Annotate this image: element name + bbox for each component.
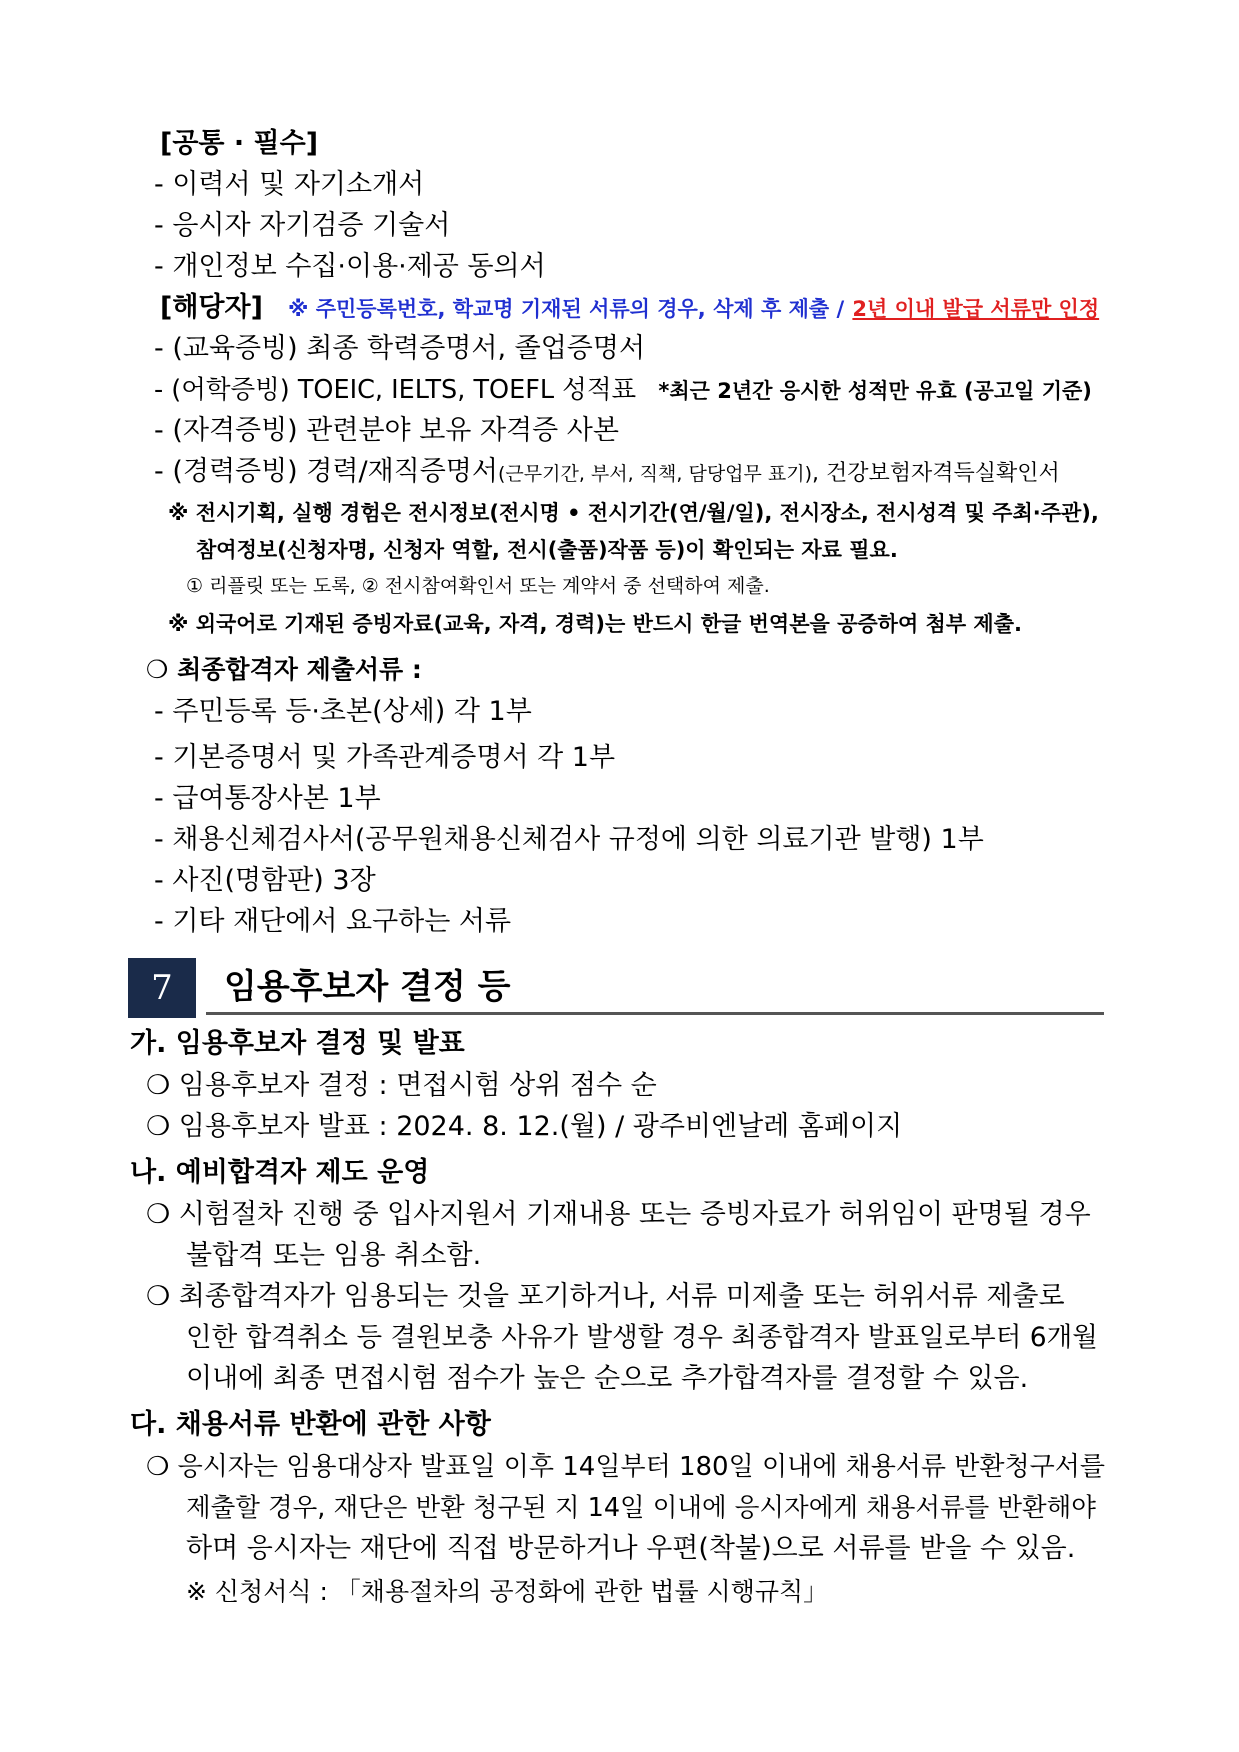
paragraph-line: ❍ 시험절차 진행 중 입사지원서 기재내용 또는 증빙자료가 허위임이 판명될 경우 [146,1199,1091,1230]
exhibit-note: 참여정보(신청자명, 신청자 역할, 전시(출품)작품 등)이 확인되는 자료 필요. [196,538,898,562]
paragraph-line: 불합격 또는 임용 취소함. [186,1240,482,1271]
list-item: - 기본증명서 및 가족관계증명서 각 1부 [154,742,616,773]
list-item [154,372,1092,409]
career-small: (근무기간, 부서, 직책, 담당업무 표기) [497,463,813,485]
list-item: - 기타 재단에서 요구하는 서류 [154,906,512,937]
list-item: - 급여통장사본 1부 [154,783,381,814]
section-divider [206,1012,1104,1015]
paragraph-line: 하며 응시자는 재단에 직접 방문하거나 우편(착불)으로 서류를 받을 수 있음. [186,1533,1076,1564]
list-item: - 주민등록 등·초본(상세) 각 1부 [154,696,532,727]
required-heading: [공통 · 필수] [160,128,319,159]
list-item: - (자격증빙) 관련분야 보유 자격증 사본 [154,415,619,446]
final-heading: ❍ 최종합격자 제출서류 : [146,655,422,684]
section-number-badge: 7 [128,958,196,1018]
subsection-heading-b: 나. 예비합격자 제도 운영 [130,1157,430,1188]
lang-proof-text: - (어학증빙) TOEIC, IELTS, TOEFL 성적표 [154,375,637,405]
note-blue: ※ 주민등록번호, 학교명 기재된 서류의 경우, 삭제 후 제출 / [288,297,845,321]
list-item: - 이력서 및 자기소개서 [154,169,425,200]
paragraph-line: ❍ 응시자는 임용대상자 발표일 이후 14일부터 180일 이내에 채용서류 반환청구서를 [146,1452,1105,1482]
list-item [154,454,1060,492]
exhibit-note: ① 리플릿 또는 도록, ② 전시참여확인서 또는 계약서 중 선택하여 제출. [186,575,770,597]
list-item: - 채용신체검사서(공무원채용신체검사 규정에 의한 의료기관 발행) 1부 [154,824,984,855]
career-tail: , 건강보험자격득실확인서 [812,461,1060,486]
note-red: 2년 이내 발급 서류만 인정 [852,297,1100,321]
paragraph-line: 이내에 최종 면접시험 점수가 높은 순으로 추가합격자를 결정할 수 있음. [186,1363,1029,1394]
paragraph-line: 인한 합격취소 등 결원보충 사유가 발생할 경우 최종합격자 발표일로부터 6개월 [186,1322,1098,1353]
paragraph-line: 제출할 경우, 재단은 반환 청구된 지 14일 이내에 응시자에게 채용서류를 반환해야 [186,1493,1096,1523]
list-item: - (교육증빙) 최종 학력증명서, 졸업증명서 [154,333,646,364]
list-item: ❍ 임용후보자 결정 : 면접시험 상위 점수 순 [146,1070,657,1101]
exhibit-note: ※ 전시기획, 실행 경험은 전시정보(전시명 • 전시기간(연/월/일), 전시장소, 전시성격 및 주최·주관), [168,501,1099,525]
foreign-note: ※ 외국어로 기재된 증빙자료(교육, 자격, 경력)는 반드시 한글 번역본을 공증하여 첨부 제출. [168,612,1022,636]
list-item: - 개인정보 수집·이용·제공 동의서 [154,251,546,282]
subsection-heading-a: 가. 임용후보자 결정 및 발표 [130,1028,465,1059]
list-item: ❍ 임용후보자 발표 : 2024. 8. 12.(월) / 광주비엔날레 홈페이지 [146,1111,903,1142]
list-item: - 응시자 자기검증 기술서 [154,210,451,241]
list-item: - 사진(명함판) 3장 [154,865,376,896]
section-title: 임용후보자 결정 등 [224,967,511,1007]
applicable-note [288,290,1099,327]
career-proof-text: - (경력증빙) 경력/재직증명서 [154,456,498,487]
subsection-heading-c: 다. 채용서류 반환에 관한 사항 [130,1409,491,1440]
applicable-heading: [해당자] [160,292,263,323]
form-reference: ※ 신청서식 : 「채용절차의 공정화에 관한 법률 시행규칙」 [186,1577,829,1606]
paragraph-line: ❍ 최종합격자가 임용되는 것을 포기하거나, 서류 미제출 또는 허위서류 제출로 [146,1281,1065,1312]
lang-note: *최근 2년간 응시한 성적만 유효 (공고일 기준) [658,379,1092,403]
